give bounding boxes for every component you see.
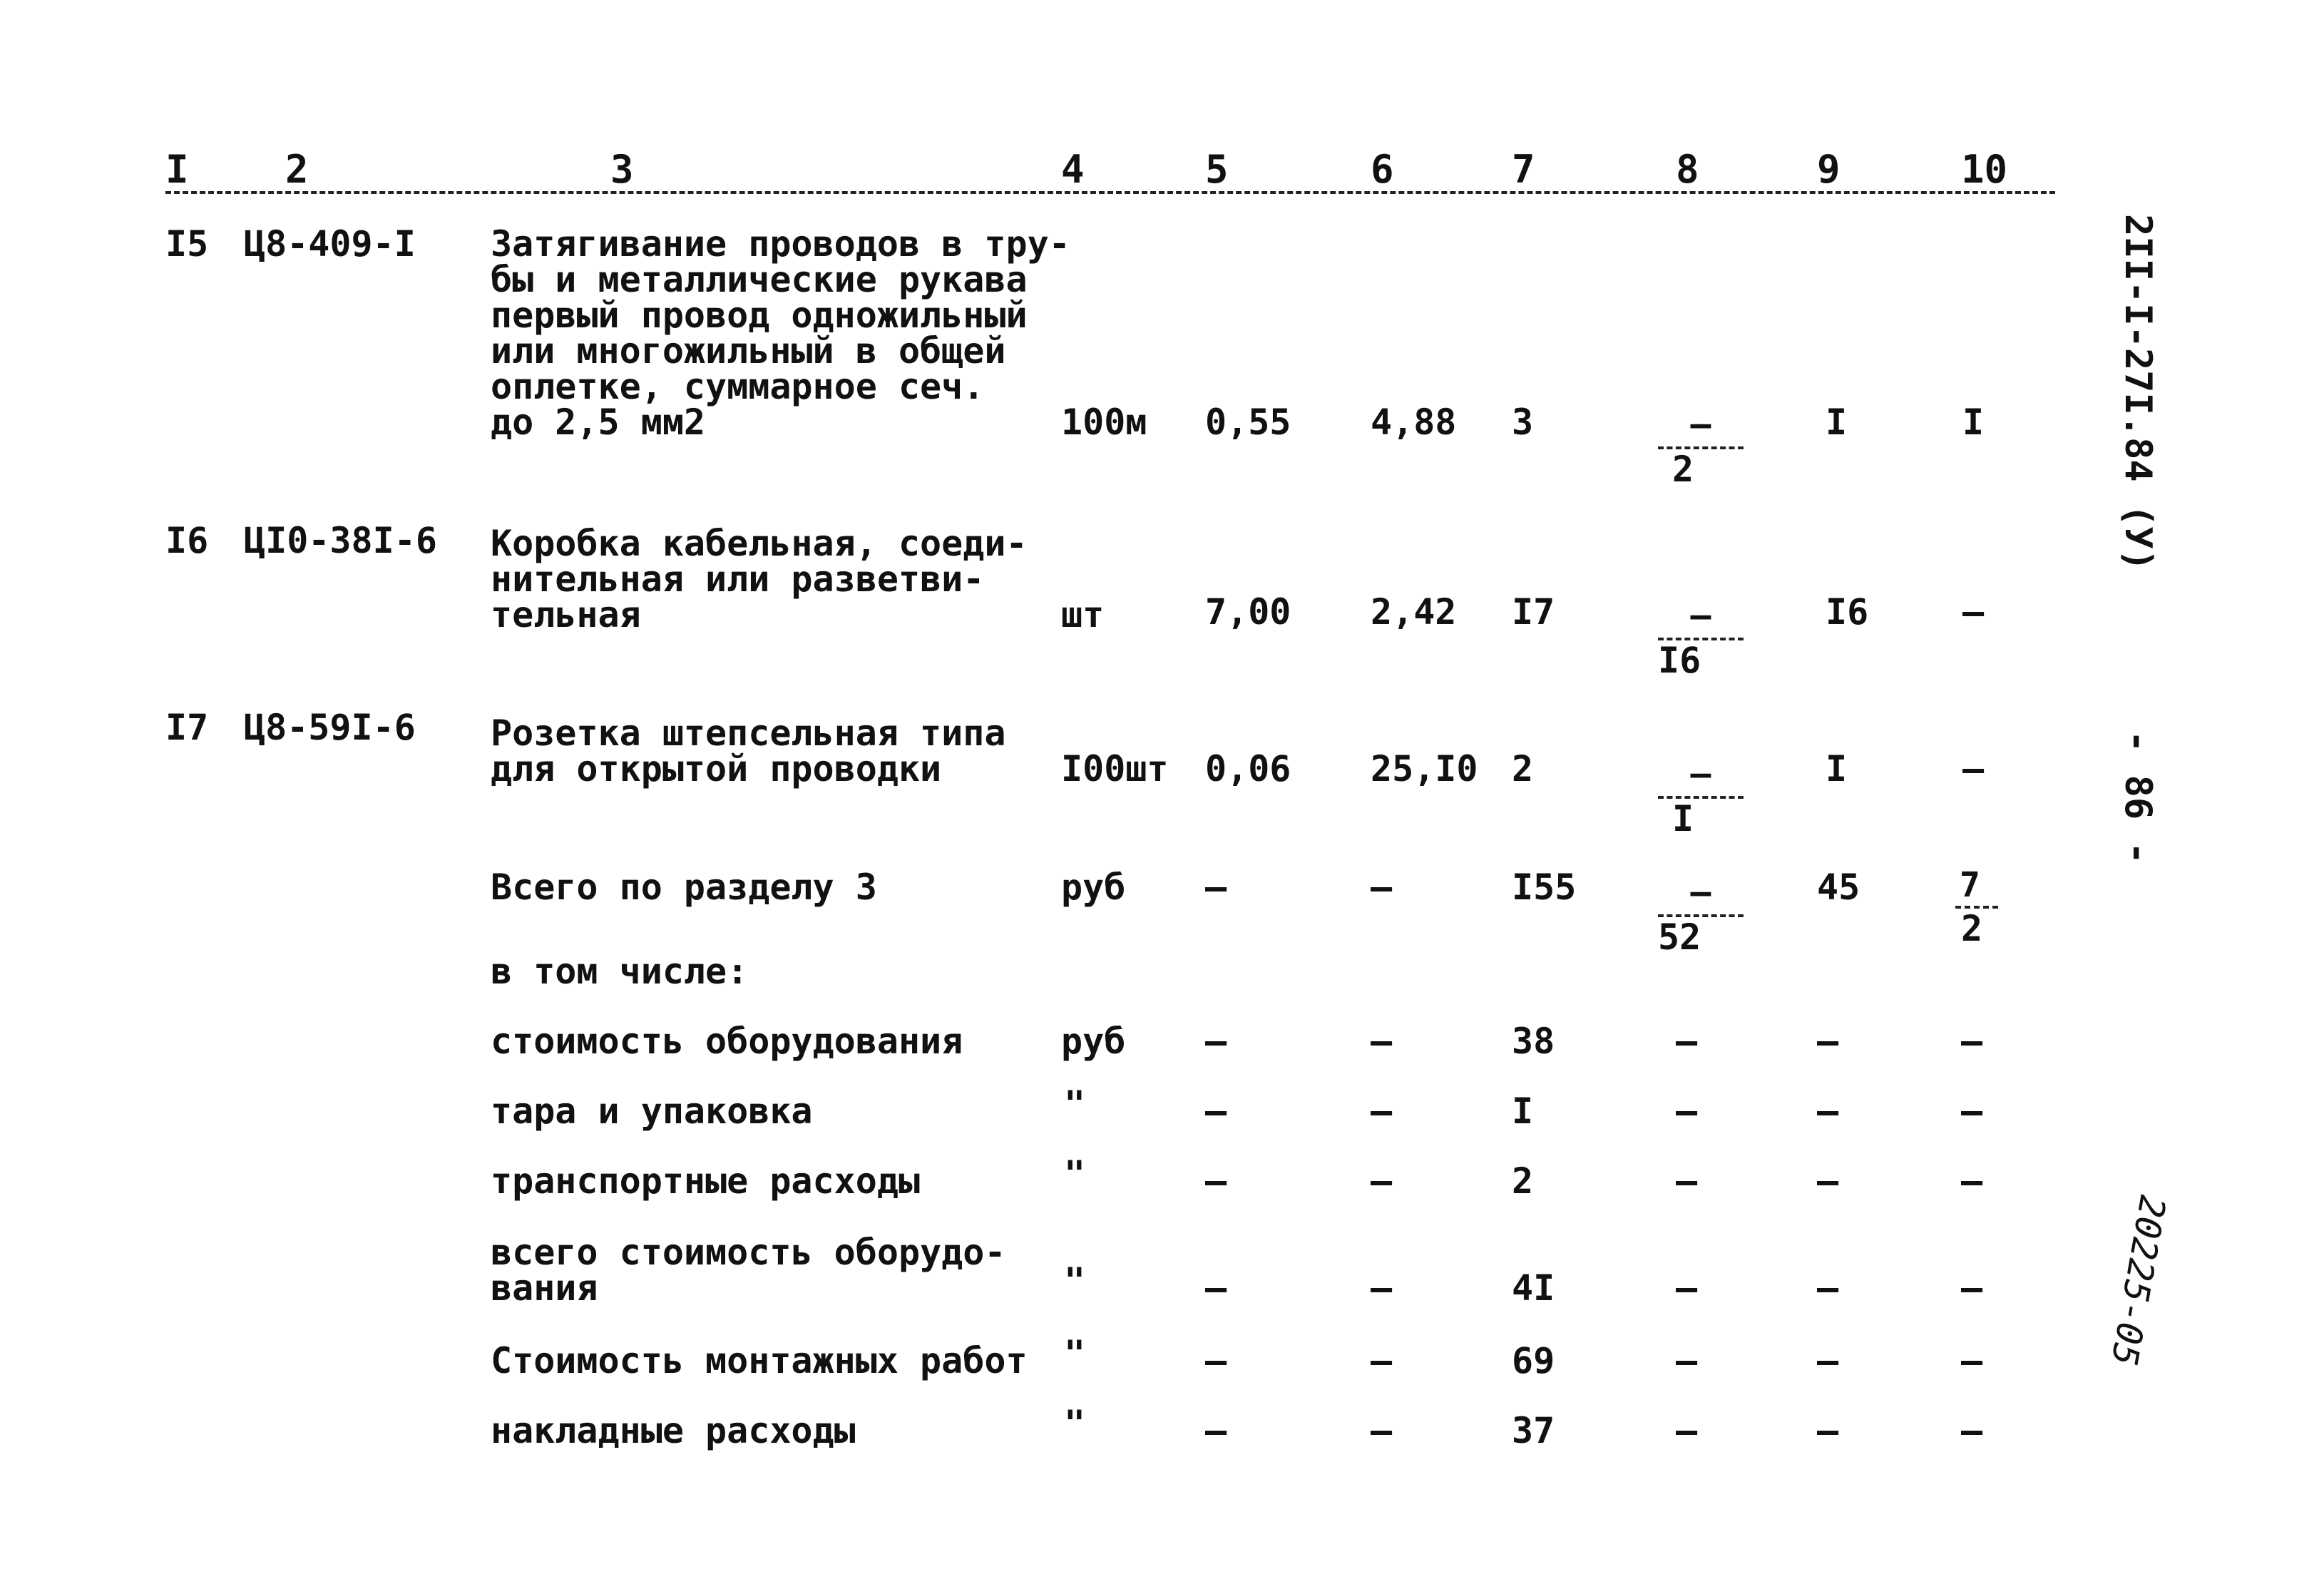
sub-row-col6: – bbox=[1371, 1410, 1393, 1451]
row-col5: 0,06 bbox=[1205, 748, 1291, 790]
row-code: Ц8-59I-6 bbox=[244, 707, 416, 748]
sub-row-desc: Стоимость монтажных работ bbox=[491, 1340, 1028, 1381]
sub-row-col5: – bbox=[1205, 1090, 1227, 1132]
total-col7: I55 bbox=[1512, 867, 1577, 908]
sub-row-col8: – bbox=[1676, 1021, 1698, 1062]
row-col6: 25,I0 bbox=[1371, 748, 1478, 790]
sub-row-col8: – bbox=[1676, 1160, 1698, 1202]
header-col-10: 10 bbox=[1961, 147, 2008, 192]
row-col7: I7 bbox=[1512, 591, 1555, 633]
header-col-8: 8 bbox=[1676, 147, 1699, 192]
fraction-denominator: I6 bbox=[1658, 640, 1701, 681]
row-number: I5 bbox=[165, 223, 209, 265]
sub-row-col8: – bbox=[1676, 1090, 1698, 1132]
row-desc-line: оплетке, суммарное сеч. bbox=[491, 366, 985, 407]
fraction-numerator: 7 bbox=[1960, 865, 1980, 905]
sub-row-col9: – bbox=[1817, 1340, 1839, 1381]
sub-row-col5: – bbox=[1205, 1340, 1227, 1381]
total-col10-fraction bbox=[1955, 867, 2005, 953]
sub-row-desc: вания bbox=[491, 1267, 598, 1309]
header-col-9: 9 bbox=[1817, 147, 1841, 192]
sub-row-col6: – bbox=[1371, 1267, 1393, 1309]
fraction-denominator: 2 bbox=[1961, 908, 1983, 949]
row-col6: 2,42 bbox=[1371, 591, 1457, 633]
sub-row-unit: " bbox=[1064, 1403, 1086, 1444]
header-rule bbox=[165, 191, 2055, 194]
total-col9: 45 bbox=[1817, 867, 1860, 908]
sub-row-col7: 2 bbox=[1512, 1160, 1534, 1202]
sub-row-col6: – bbox=[1371, 1160, 1393, 1202]
sub-row-col10: – bbox=[1961, 1021, 1983, 1062]
sub-row-col6: – bbox=[1371, 1090, 1393, 1132]
sub-row-desc: тара и упаковка bbox=[491, 1090, 813, 1132]
fraction-denominator: 2 bbox=[1672, 449, 1694, 490]
sub-row-col9: – bbox=[1817, 1410, 1839, 1451]
row-unit: 100м bbox=[1061, 402, 1147, 443]
header-col-7: 7 bbox=[1512, 147, 1535, 192]
fraction-denominator: 52 bbox=[1658, 916, 1701, 958]
sub-row-col5: – bbox=[1205, 1021, 1227, 1062]
header-col-6: 6 bbox=[1371, 147, 1394, 192]
header-col-2: 2 bbox=[285, 147, 309, 192]
row-desc-line: для открытой проводки bbox=[491, 748, 942, 790]
row-col9: I bbox=[1826, 402, 1848, 443]
row-desc-line: бы и металлические рукава bbox=[491, 259, 1028, 300]
sub-row-unit: " bbox=[1064, 1153, 1086, 1195]
sub-row-unit: руб bbox=[1061, 1021, 1126, 1062]
sub-row-desc: стоимость оборудования bbox=[491, 1021, 963, 1062]
fraction-numerator: – bbox=[1690, 872, 1711, 912]
row-desc-line: или многожильный в общей bbox=[491, 330, 1006, 372]
sub-row-col9: – bbox=[1817, 1267, 1839, 1309]
fraction-numerator: – bbox=[1690, 754, 1711, 794]
header-col-5: 5 bbox=[1205, 147, 1229, 192]
row-desc-line: Коробка кабельная, соеди- bbox=[491, 523, 1028, 564]
total-col8-fraction bbox=[1658, 874, 1744, 960]
row-col8-fraction bbox=[1658, 404, 1744, 492]
fraction-bar bbox=[1658, 446, 1744, 449]
sub-row-col9: – bbox=[1817, 1021, 1839, 1062]
row-number: I6 bbox=[165, 520, 209, 561]
sub-row-col9: – bbox=[1817, 1090, 1839, 1132]
sub-row-col10: – bbox=[1961, 1410, 1983, 1451]
sub-row-col10: – bbox=[1961, 1340, 1983, 1381]
row-col5: 0,55 bbox=[1205, 402, 1291, 443]
sub-row-col5: – bbox=[1205, 1267, 1227, 1309]
sub-row-col10: – bbox=[1961, 1090, 1983, 1132]
sub-row-col5: – bbox=[1205, 1160, 1227, 1202]
document-code-vertical: 2II-I-27I.84 (У) bbox=[2116, 214, 2159, 571]
sub-row-desc: транспортные расходы bbox=[491, 1160, 921, 1202]
sub-row-col9: – bbox=[1817, 1160, 1839, 1202]
row-unit: шт bbox=[1061, 594, 1105, 635]
header-col-3: 3 bbox=[610, 147, 634, 192]
row-code: ЦI0-38I-6 bbox=[244, 520, 437, 561]
row-desc-line: тельная bbox=[491, 594, 641, 635]
row-desc-line: первый провод одножильный bbox=[491, 295, 1028, 336]
header-col-1: I bbox=[165, 147, 189, 192]
row-col7: 2 bbox=[1512, 748, 1534, 790]
total-col5: – bbox=[1205, 867, 1227, 908]
fraction-numerator: – bbox=[1690, 596, 1711, 635]
page-number-vertical: - 86 - bbox=[2116, 730, 2159, 864]
sub-row-col7: 4I bbox=[1512, 1267, 1555, 1309]
sub-row-col6: – bbox=[1371, 1340, 1393, 1381]
total-col6: – bbox=[1371, 867, 1393, 908]
row-col9: I6 bbox=[1826, 591, 1869, 633]
row-unit: I00шт bbox=[1061, 748, 1169, 790]
inventory-number-vertical: 20225-05 bbox=[2103, 1192, 2174, 1369]
sub-row-unit: " bbox=[1064, 1260, 1086, 1302]
sub-row-col10: – bbox=[1961, 1160, 1983, 1202]
row-code: Ц8-409-I bbox=[244, 223, 416, 265]
sub-row-col7: 69 bbox=[1512, 1340, 1555, 1381]
fraction-bar bbox=[1658, 796, 1744, 799]
row-desc-line: до 2,5 мм2 bbox=[491, 402, 706, 443]
sub-row-unit: " bbox=[1064, 1333, 1086, 1374]
row-col10: – bbox=[1962, 591, 1985, 633]
fraction-numerator: – bbox=[1690, 404, 1711, 444]
header-col-4: 4 bbox=[1061, 147, 1085, 192]
row-col8-fraction bbox=[1658, 756, 1744, 842]
sub-row-col7: 38 bbox=[1512, 1021, 1555, 1062]
total-unit: руб bbox=[1061, 867, 1126, 908]
row-desc-line: нительная или разветви- bbox=[491, 558, 985, 600]
row-col10: – bbox=[1962, 748, 1985, 790]
row-desc-line: Затягивание проводов в тру- bbox=[491, 223, 1070, 265]
sub-row-col7: 37 bbox=[1512, 1410, 1555, 1451]
sub-row-col10: – bbox=[1961, 1267, 1983, 1309]
row-col9: I bbox=[1826, 748, 1848, 790]
sub-row-col7: I bbox=[1512, 1090, 1534, 1132]
sub-row-col5: – bbox=[1205, 1410, 1227, 1451]
sub-row-unit: " bbox=[1064, 1083, 1086, 1125]
row-col6: 4,88 bbox=[1371, 402, 1457, 443]
fraction-denominator: I bbox=[1672, 798, 1694, 839]
sub-row-desc: всего стоимость оборудо- bbox=[491, 1232, 1006, 1273]
including-label: в том числе: bbox=[491, 951, 749, 992]
sub-row-desc: накладные расходы bbox=[491, 1410, 856, 1451]
sub-row-col8: – bbox=[1676, 1267, 1698, 1309]
sub-row-col6: – bbox=[1371, 1021, 1393, 1062]
row-col7: 3 bbox=[1512, 402, 1534, 443]
row-col5: 7,00 bbox=[1205, 591, 1291, 633]
row-col8-fraction bbox=[1658, 598, 1744, 683]
total-label: Всего по разделу 3 bbox=[491, 867, 877, 908]
sub-row-col8: – bbox=[1676, 1410, 1698, 1451]
row-col10: I bbox=[1962, 402, 1985, 443]
row-desc-line: Розетка штепсельная типа bbox=[491, 712, 1006, 754]
sub-row-col8: – bbox=[1676, 1340, 1698, 1381]
row-number: I7 bbox=[165, 707, 209, 748]
